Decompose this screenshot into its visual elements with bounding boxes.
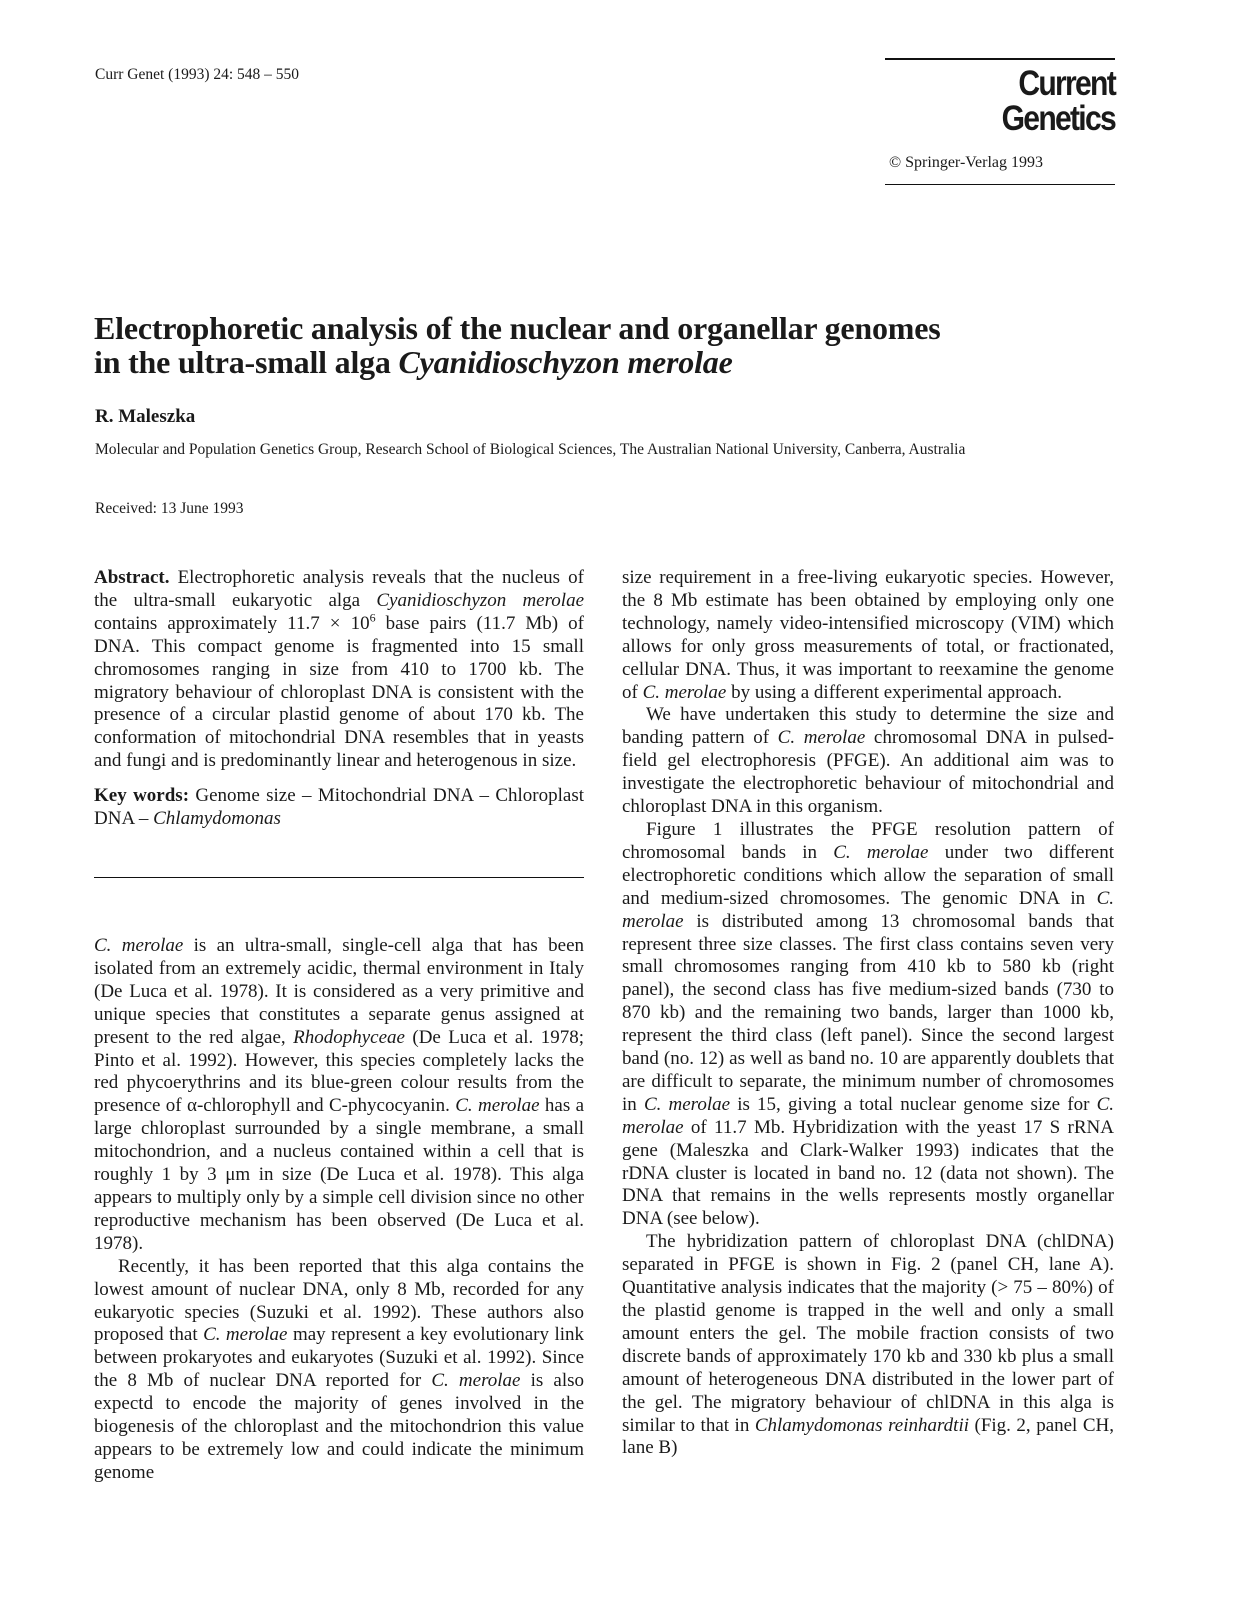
species-name: C. merolae: [203, 1324, 288, 1346]
body-paragraph: [94, 935, 584, 1256]
body-text: under two different electrophoretic conditions which allow the separation of small and medium-sized chromosomes. The genomic DNA in: [622, 841, 1115, 909]
body-right-column: [622, 567, 1114, 1460]
title-line-1: Electrophoretic analysis of the nuclear and organellar genomes: [94, 310, 941, 346]
abstract-text: base pairs (11.7 Mb) of DNA. This compact genome is fragmented into 15 small chromosomes ranging in size from 410 to 1700 kb. The migratory behaviour of chloroplast DNA is consistent with the presence of a circular plastid genome of about 170 kb. The conformation of mitochondrial DNA resembles that in yeasts and fungi and is predominantly linear and heterogenous in size.: [94, 612, 584, 772]
body-left-column: [94, 935, 584, 1485]
body-paragraph: [622, 567, 1114, 704]
species-name: C. merolae: [94, 935, 184, 956]
masthead-top-rule: [885, 58, 1115, 60]
author-affiliation: Molecular and Population Genetics Group, Research School of Biological Sciences, The Australian National University, Canberra, Australia: [95, 441, 966, 458]
abstract-heading: Abstract.: [94, 567, 170, 588]
keywords-last: Chlamydomonas: [153, 808, 281, 830]
body-text: has a large chloroplast surrounded by a single membrane, a small mitochondrion, and a nucleus contained within a cell that is roughly 1 by 3 μm in size (De Luca et al. 1978). This alga appears to multiply only by a simple cell division since no other reproductive mechanism has been observed (De Luca et al. 1978).: [94, 1095, 585, 1254]
species-name: C. merolae: [455, 1095, 540, 1117]
copyright-notice: © Springer-Verlag 1993: [889, 154, 1044, 171]
species-name: C. merolae: [642, 681, 727, 703]
title-species: Cyanidioschyzon merolae: [398, 343, 733, 380]
body-text: (Fig. 2, panel CH, lane B): [622, 1414, 1114, 1459]
species-name: C. merolae: [622, 1093, 1114, 1138]
taxon-name: Rhodophyceae: [293, 1026, 405, 1048]
abstract-text: contains approximately 11.7 × 10: [94, 612, 370, 634]
author-name: R. Maleszka: [95, 406, 196, 427]
article-title: [94, 312, 1094, 380]
body-text: is 15, giving a total nuclear genome size for: [730, 1093, 1097, 1115]
species-name: C. merolae: [777, 727, 866, 749]
abstract-paragraph: [94, 567, 584, 773]
title-line-2: in the ultra-small alga: [94, 343, 399, 380]
body-text: by using a different experimental approach.: [726, 681, 1063, 703]
body-text: size requirement in a free-living eukaryotic species. However, the 8 Mb estimate has been obtained by employing only one technology, namely video-intensified microscopy (VIM) which allows for only gross measurements of total, or fractionated, cellular DNA. Thus, it was important to reexamine the genome of: [622, 567, 1114, 703]
abstract-section: [94, 567, 584, 831]
species-name: Chlamydomonas reinhardtii: [754, 1414, 969, 1436]
species-name: C. merolae: [833, 841, 929, 863]
body-text: We have undertaken this study to determine the size and banding pattern of: [622, 704, 1114, 749]
received-date: Received: 13 June 1993: [95, 500, 244, 517]
journal-title: Current Genetics: [1001, 64, 1115, 138]
body-text: (De Luca et al. 1978; Pinto et al. 1992). However, this species completely lacks the red phycoerythrins and its blue-green colour results from the presence of α-chlorophyll and C-phycocyanin.: [94, 1026, 584, 1117]
body-text: is also expectd to encode the majority of genes involved in the biogenesis of the chloroplast and the mitochondrion this value appears to be extremely low and could indicate the minimum genome: [94, 1370, 585, 1483]
body-paragraph: [622, 819, 1114, 1231]
keywords: [94, 785, 584, 831]
journal-citation: Curr Genet (1993) 24: 548 – 550: [95, 66, 300, 83]
body-text: is an ultra-small, single-cell alga that has been isolated from an extremely acidic, thermal environment in Italy (De Luca et al. 1978). It is considered as a very primitive and unique species that constitutes a separate genus assigned at present to the red algae,: [94, 935, 584, 1048]
journal-masthead: [885, 58, 1115, 185]
species-name: C. merolae: [643, 1093, 731, 1115]
body-text: of 11.7 Mb. Hybridization with the yeast 17 S rRNA gene (Maleszka and Clark-Walker 1993) indicates that the rDNA cluster is located in band no. 12 (data not shown). The DNA that remains in the wells represents mostly organellar DNA (see below).: [622, 1116, 1114, 1230]
body-paragraph: [622, 1231, 1114, 1460]
body-text: Recently, it has been reported that this alga contains the lowest amount of nuclear DNA, only 8 Mb, recorded for any eukaryotic species (Suzuki et al. 1992). These authors also proposed that: [94, 1255, 584, 1346]
keywords-heading: Key words:: [94, 785, 190, 807]
body-text: Figure 1 illustrates the PFGE resolution pattern of chromosomal bands in: [622, 818, 1114, 863]
body-text: The hybridization pattern of chloroplast DNA (chlDNA) separated in PFGE is shown in Fig. 2 (panel CH, lane A). Quantitative analysis indicates that the majority (> 75 – 80%) of the plastid genome is trapped in the well and only a small amount enters the gel. The mobile fraction consists of two discrete bands of approximately 170 kb and 330 kb plus a small amount of heterogeneous DNA distributed in the lower part of the gel. The migratory behaviour of chlDNA in this alga is similar to that in: [622, 1231, 1114, 1436]
body-text: is distributed among 13 chromosomal bands that represent three size classes. The first class contains seven very small chromosomes ranging from 410 kb to 580 kb (right panel), the second class has five medium-sized bands (730 to 870 kb) and the remaining two bands, larger than 1000 kb, represent the third class (left panel). Since the second largest band (no. 12) as well as band no. 10 are apparently doublets that are difficult to separate, the minimum number of chromosomes in: [622, 910, 1114, 1115]
body-text: may represent a key evolutionary link between prokaryotes and eukaryotes (Suzuki et al. 1992). Since the 8 Mb of nuclear DNA reported for: [94, 1324, 585, 1392]
body-paragraph: [622, 704, 1114, 819]
abstract-text: Electrophoretic analysis reveals that the nucleus of the ultra-small eukaryotic alga: [94, 567, 584, 611]
masthead-bottom-rule: [885, 184, 1115, 185]
abstract-species: Cyanidioschyzon merolae: [376, 589, 585, 611]
species-name: C. merolae: [622, 887, 1114, 932]
body-text: chromosomal DNA in pulsed-field gel electrophoresis (PFGE). An additional aim was to investigate the electrophoretic behaviour of mitochondrial and chloroplast DNA in this organism.: [622, 727, 1114, 818]
body-paragraph: [94, 1256, 584, 1485]
section-divider: [94, 877, 584, 878]
abstract-exponent: 6: [369, 610, 376, 625]
keywords-text: Genome size – Mitochondrial DNA – Chloroplast DNA –: [94, 785, 585, 830]
species-name: C. merolae: [431, 1370, 521, 1392]
